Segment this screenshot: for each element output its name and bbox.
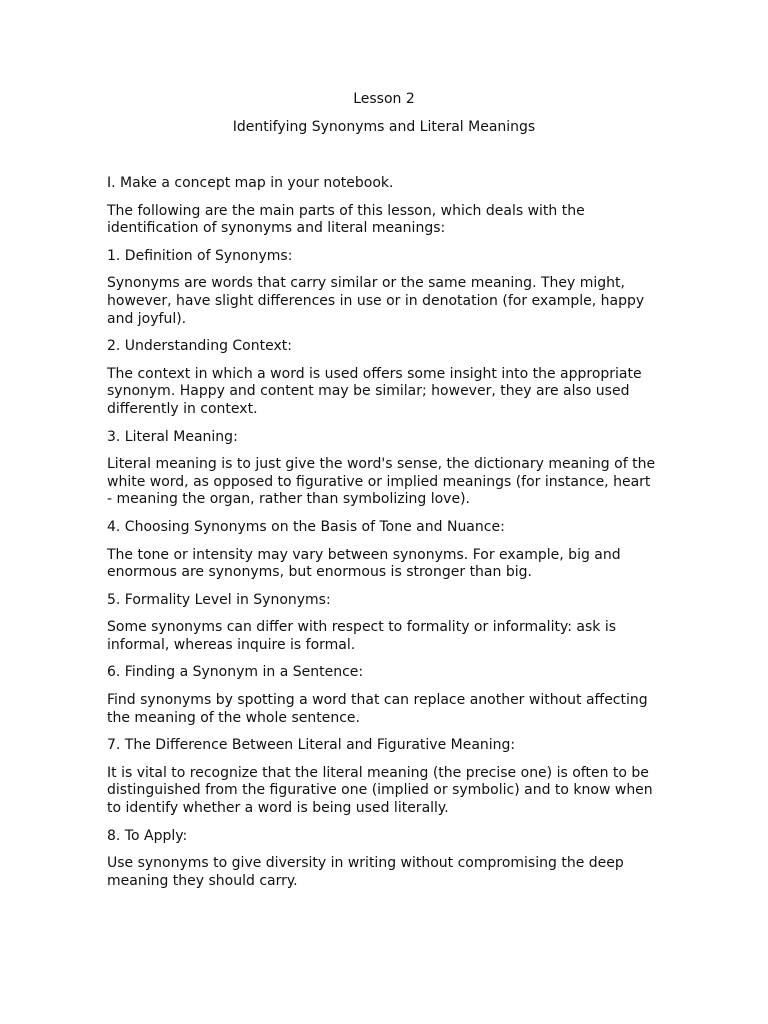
section-heading: 3. Literal Meaning: [107,428,238,445]
section-heading: 4. Choosing Synonyms on the Basis of Tone and Nuance: [107,518,505,535]
lesson-content [107,175,659,900]
section-heading: 8. To Apply: [107,827,188,844]
section-body: Synonyms are words that carry similar or the same meaning. They might, however, have slight differences in use or in denotation (for example, happy and joyful). [107,275,645,327]
section-body: It is vital to recognize that the literal meaning (the precise one) is often to be distinguished from the figurative one (implied or symbolic) and to know when to identify whether a word is being used literally. [107,764,653,817]
lesson-title: Identifying Synonyms and Literal Meanings [232,119,536,135]
section-heading: 7. The Difference Between Literal and Figurative Meaning: [107,737,516,754]
section-heading: 1. Definition of Synonyms: [107,247,293,264]
section-body: Use synonyms to give diversity in writing without compromising the deep meaning they should carry. [107,855,624,889]
intro-text: The following are the main parts of this lesson, which deals with the identification of synonyms and literal meanings: [107,202,585,237]
section-body: The context in which a word is used offers some insight into the appropriate synonym. Happy and content may be similar; however, they are also used differently in context. [107,365,642,417]
section-heading: 5. Formality Level in Synonyms: [107,591,331,608]
section-heading: 6. Finding a Synonym in a Sentence: [107,664,364,681]
lesson-number: Lesson 2 [353,91,415,107]
section-heading: 2. Understanding Context: [107,338,292,355]
intro-instruction: I. Make a concept map in your notebook. [107,175,394,191]
section-body: Find synonyms by spotting a word that can replace another without affecting the meaning of the whole sentence. [107,692,648,726]
section-body: Literal meaning is to just give the word's sense, the dictionary meaning of the white word, as opposed to figurative or implied meanings (for instance, heart - meaning the organ, rather than symbolizing love). [107,456,656,508]
section-body: Some synonyms can differ with respect to formality or informality: ask is informal, whereas inquire is formal. [107,619,616,653]
section-body: The tone or intensity may vary between synonyms. For example, big and enormous are synonyms, but enormous is stronger than big. [107,546,621,581]
